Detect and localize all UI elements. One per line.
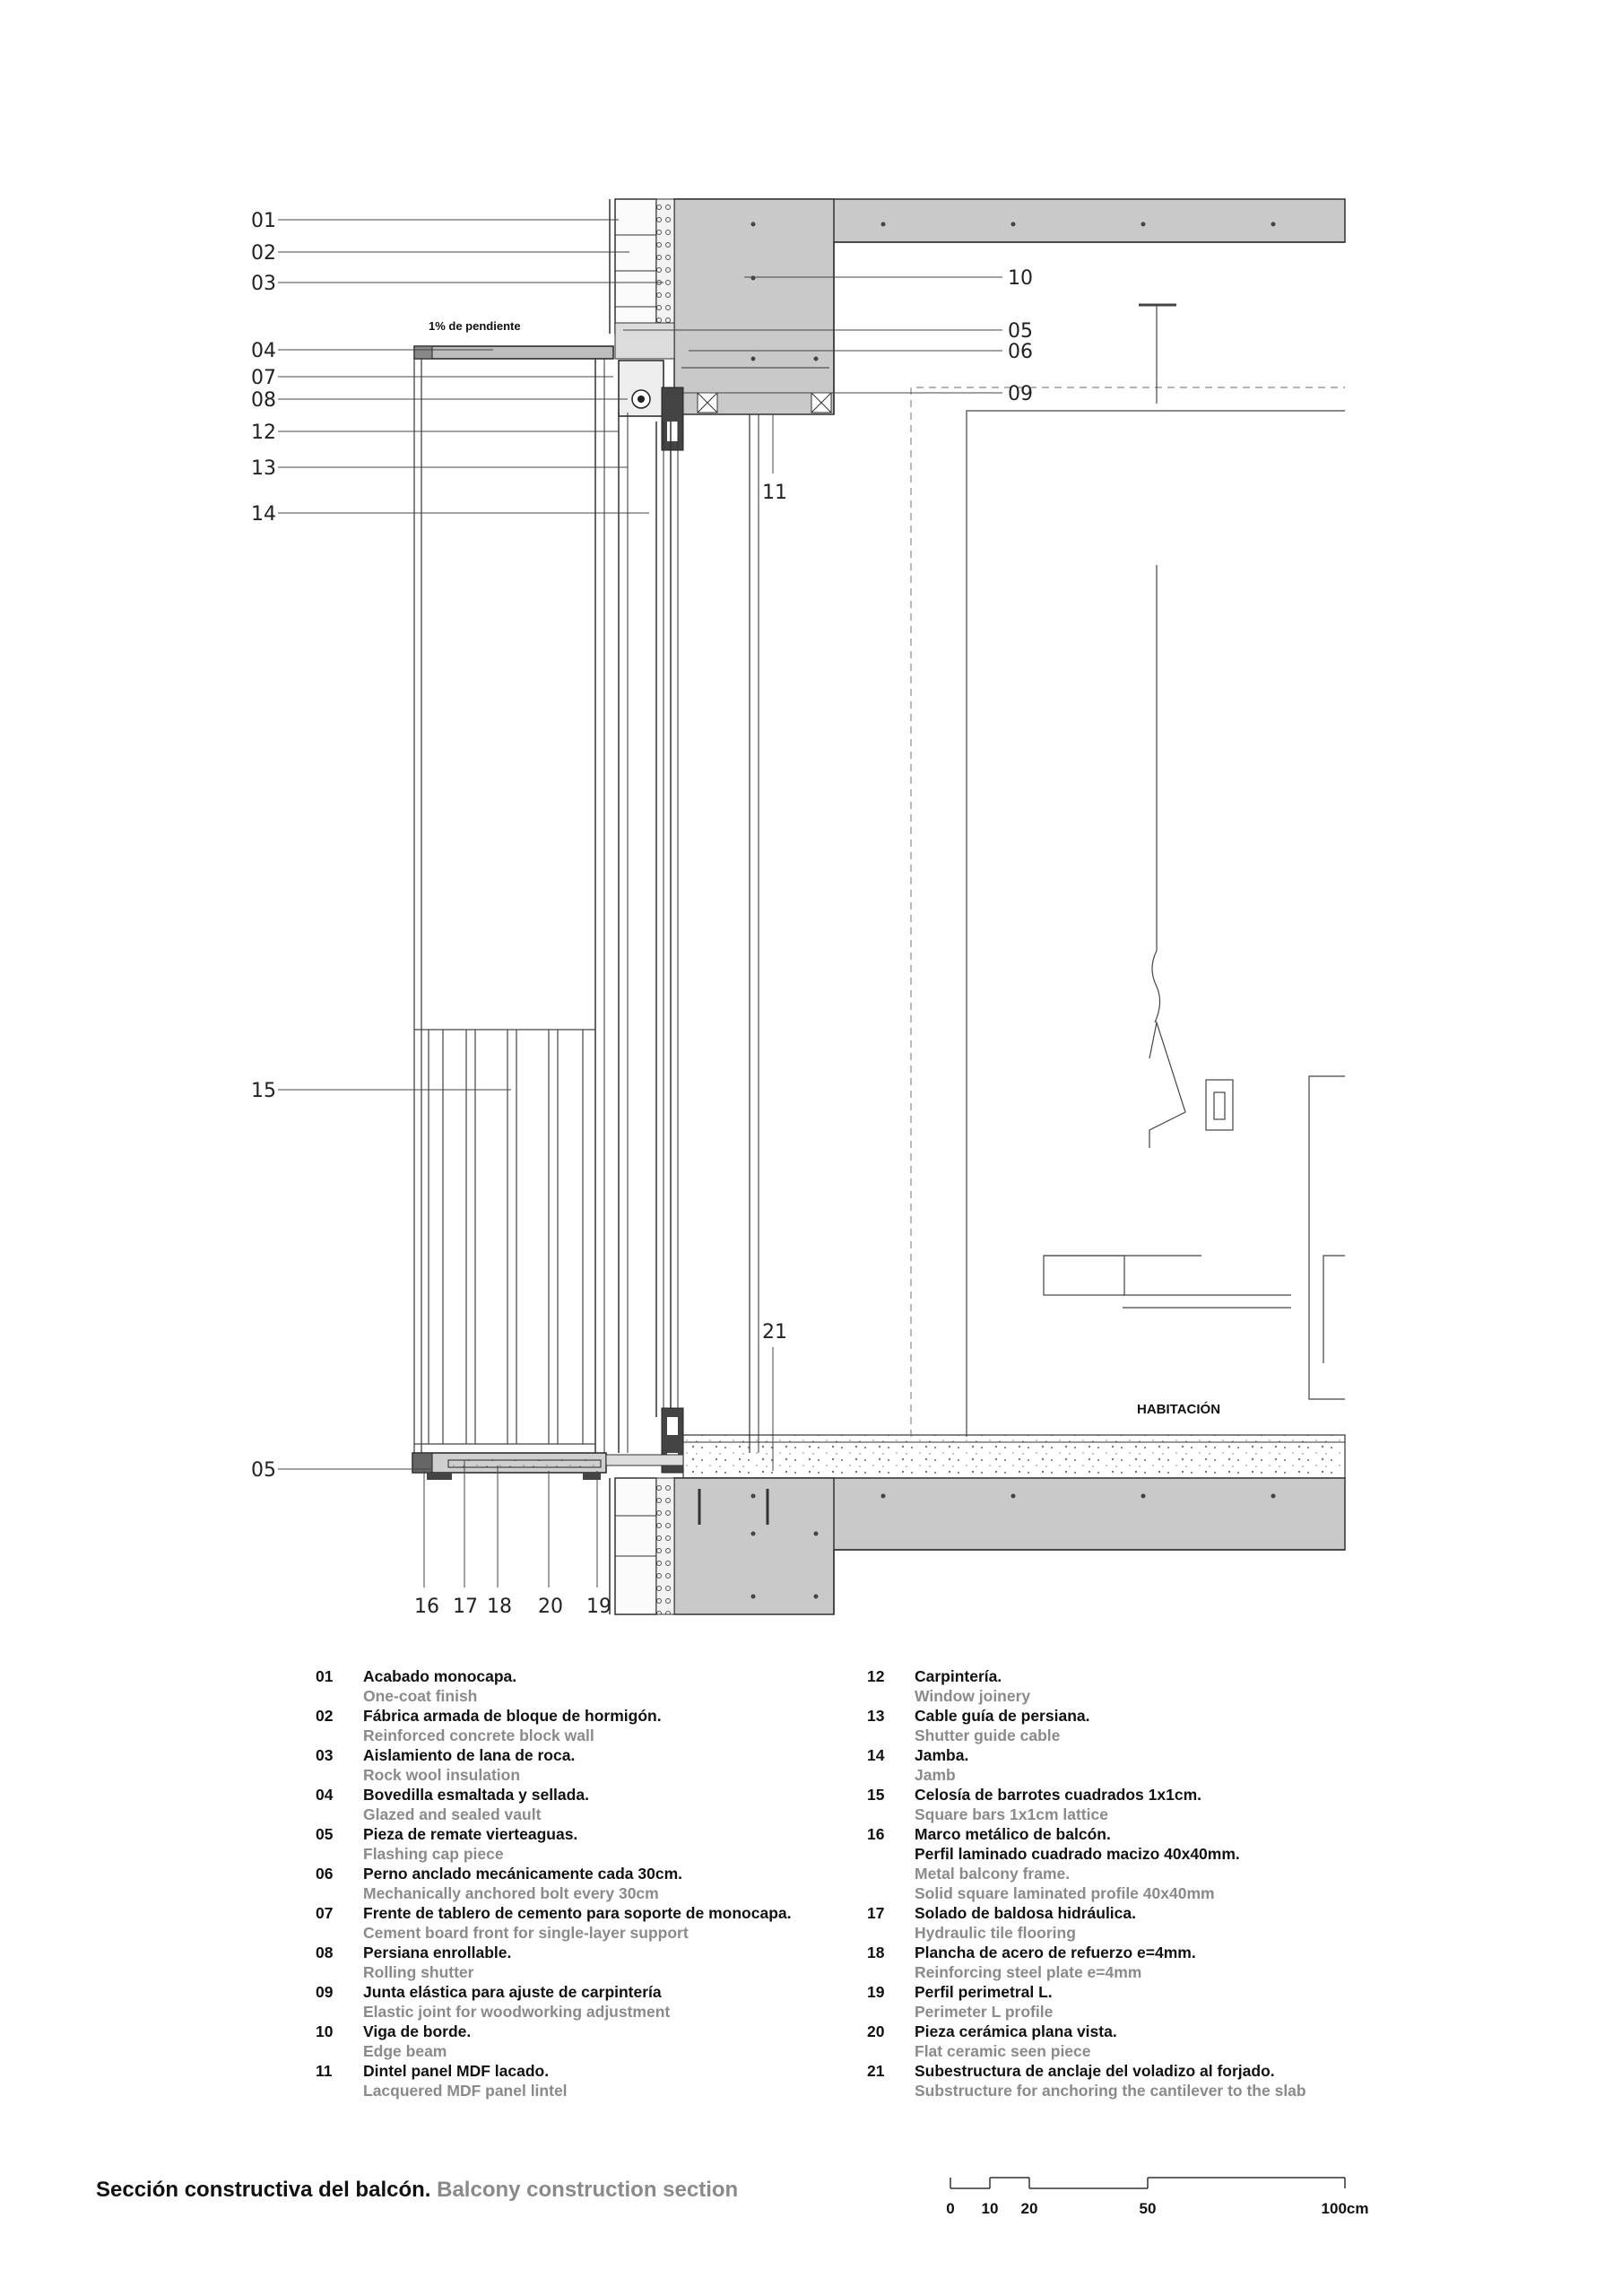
callout-08: 08 bbox=[251, 389, 276, 412]
legend-item: 06 Perno anclado mecánicamente cada 30cm. Mechanically anchored bolt every 30cm bbox=[316, 1865, 682, 1902]
callout-19: 19 bbox=[586, 1596, 612, 1618]
callout-17: 17 bbox=[453, 1596, 478, 1618]
lower-slab bbox=[610, 1478, 1345, 1614]
balcony-lattice bbox=[414, 1030, 595, 1444]
legend-item: 14 Jamba. Jamb bbox=[867, 1746, 969, 1784]
room-label: HABITACIÓN bbox=[1137, 1402, 1221, 1417]
legend-item: 12 Carpintería. Window joinery bbox=[867, 1667, 1031, 1705]
callout-02: 02 bbox=[251, 242, 276, 265]
legend-item: 10 Viga de borde. Edge beam bbox=[316, 2022, 472, 2060]
scale-label: 10 bbox=[981, 2200, 999, 2217]
callout-13: 13 bbox=[251, 457, 276, 480]
leader-lines bbox=[278, 220, 1002, 1587]
legend-item: 05 Pieza de remate vierteaguas. Flashing cap piece bbox=[316, 1825, 578, 1863]
callouts-right bbox=[762, 267, 1033, 1344]
callout-04: 04 bbox=[251, 340, 276, 362]
legend-item: 01 Acabado monocapa. One-coat finish bbox=[316, 1667, 517, 1705]
callout-11: 11 bbox=[762, 482, 787, 504]
upper-wall bbox=[610, 199, 674, 359]
callout-12: 12 bbox=[251, 422, 276, 444]
callouts-bottom bbox=[414, 1596, 612, 1618]
legend-item: 07 Frente de tablero de cemento para soporte de monocapa. Cement board front for single-layer support bbox=[316, 1904, 792, 1942]
scale-label: 50 bbox=[1139, 2200, 1157, 2217]
callout-06: 06 bbox=[1008, 341, 1033, 363]
legend-item: 19 Perfil perimetral L. Perimeter L profile bbox=[867, 1983, 1054, 2021]
legend-item: 03 Aislamiento de lana de roca. Rock wool insulation bbox=[316, 1746, 576, 1784]
interior-floor bbox=[606, 1435, 1345, 1478]
callout-21: 21 bbox=[762, 1321, 787, 1344]
scale-label: 0 bbox=[946, 2200, 955, 2217]
balcony-floor bbox=[412, 1453, 606, 1480]
callout-14: 14 bbox=[251, 503, 276, 526]
legend-item: 17 Solado de baldosa hidráulica. Hydraulic tile flooring bbox=[867, 1904, 1136, 1942]
legend-item: 08 Persiana enrollable. Rolling shutter bbox=[316, 1944, 512, 1981]
callout-05-upper: 05 bbox=[1008, 320, 1033, 343]
caption-english: Balcony construction section bbox=[437, 2178, 739, 2202]
legend-item: 15 Celosía de barrotes cuadrados 1x1cm. Square bars 1x1cm lattice bbox=[867, 1786, 1201, 1823]
caption-spanish: Sección constructiva del balcón. bbox=[96, 2178, 431, 2202]
callout-20: 20 bbox=[538, 1596, 563, 1618]
figure-caption bbox=[96, 2178, 738, 2203]
legend-item: 13 Cable guía de persiana. Shutter guide cable bbox=[867, 1707, 1090, 1744]
legend-item: 09 Junta elástica para ajuste de carpintería Elastic joint for woodworking adjustment bbox=[316, 1983, 671, 2021]
legend-item: 02 Fábrica armada de bloque de hormigón. Reinforced concrete block wall bbox=[316, 1707, 662, 1744]
interior-room bbox=[911, 305, 1345, 1437]
callout-03: 03 bbox=[251, 273, 276, 295]
shutter-box bbox=[619, 361, 683, 450]
legend-column-left bbox=[316, 1666, 854, 2100]
legend-column-right bbox=[867, 1666, 1405, 2100]
callout-15: 15 bbox=[251, 1080, 276, 1102]
callout-16: 16 bbox=[414, 1596, 439, 1618]
scale-label: 20 bbox=[1020, 2200, 1038, 2217]
legend-item: 04 Bovedilla esmaltada y sellada. Glazed and sealed vault bbox=[316, 1786, 589, 1823]
callout-01: 01 bbox=[251, 210, 276, 232]
legend bbox=[316, 1666, 1392, 2151]
callouts-left bbox=[251, 210, 276, 1482]
scale-label: 100cm bbox=[1321, 2200, 1369, 2217]
window-jamb bbox=[595, 359, 759, 1453]
legend-item: 18 Plancha de acero de refuerzo e=4mm. Reinforcing steel plate e=4mm bbox=[867, 1944, 1196, 1981]
legend-item: 21 Subestructura de anclaje del voladizo al forjado. Substructure for anchoring the cantilever to the slab bbox=[867, 2062, 1306, 2100]
canopy bbox=[414, 346, 613, 1453]
callout-18: 18 bbox=[487, 1596, 512, 1618]
upper-slab bbox=[674, 199, 1345, 414]
callout-09: 09 bbox=[1008, 383, 1033, 405]
legend-item: 11 Dintel panel MDF lacado. Lacquered MDF panel lintel bbox=[316, 2062, 568, 2100]
slope-note: 1% de pendiente bbox=[429, 319, 521, 333]
callout-07: 07 bbox=[251, 367, 276, 389]
callout-10: 10 bbox=[1008, 267, 1033, 290]
legend-item: 16 Marco metálico de balcón. Perfil laminado cuadrado macizo 40x40mm. Metal balcony frame. Solid square laminated profile 40x40mm bbox=[867, 1825, 1240, 1902]
legend-item: 20 Pieza cerámica plana vista. Flat ceramic seen piece bbox=[867, 2022, 1117, 2060]
scale-bar bbox=[932, 2161, 1435, 2224]
callout-05-lower: 05 bbox=[251, 1459, 276, 1482]
